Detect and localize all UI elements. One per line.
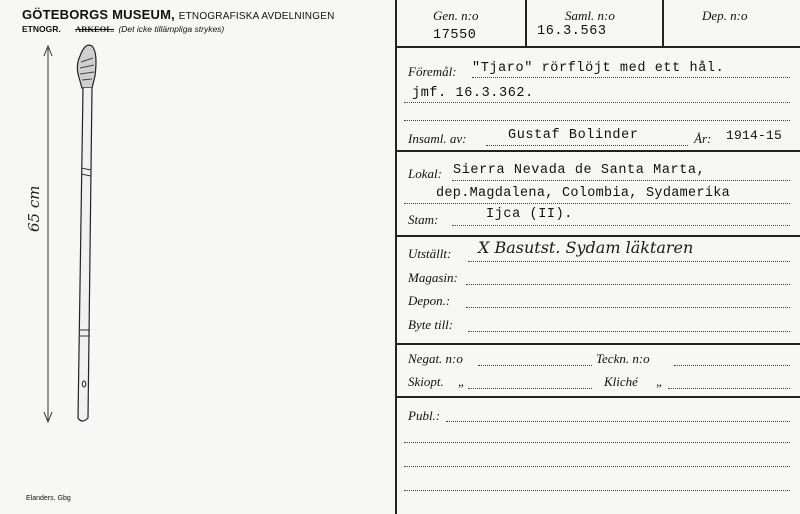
lokal-line-2: dep.Magdalena, Colombia, Sydamerika [436,186,731,201]
foremal-line-1: "Tjaro" rörflöjt med ett hål. [472,61,725,76]
museum-header [22,7,335,22]
foremal-dotline-1 [472,77,790,78]
publ-label: Publ.: [408,408,441,423]
skiopt-ditto: „ [458,374,466,389]
card-rule-1 [395,46,800,48]
publ-dotline-2 [404,442,790,443]
insaml-label: Insaml. av: [408,131,467,146]
negat-dotline [478,365,592,366]
printer-credit: Elanders, Gbg [26,495,71,502]
byte-till-dotline [468,331,790,332]
foremal-dotline-2 [404,102,790,103]
lokal-label: Lokal: [408,166,442,181]
card-divider-1 [525,0,527,46]
strike-note: (Det icke tillämpliga strykes) [118,24,225,34]
card-rule-3 [395,235,800,237]
depon-label: Depon.: [408,293,451,308]
kliche-label: Kliché [604,374,638,389]
stam-value: Ijca (II). [486,207,574,222]
flute-sketch [20,38,120,433]
insaml-dotline [486,145,688,146]
card-rule-5 [395,396,800,398]
utstallt-dotline [468,261,790,262]
magasin-dotline [466,284,790,285]
saml-number-value: 16.3.563 [537,24,607,39]
lokal-line-1: Sierra Nevada de Santa Marta, [453,163,706,178]
ar-value: 1914-15 [726,128,783,143]
teckn-dotline [674,365,790,366]
negat-label: Negat. n:o [408,351,463,366]
gen-number-label: Gen. n:o [433,8,479,23]
byte-till-label: Byte till: [408,317,454,332]
card-rule-4 [395,343,800,345]
skiopt-label: Skiopt. [408,374,444,389]
card-left-rule [395,0,397,514]
foremal-line-2: jmf. 16.3.362. [412,86,534,101]
museum-name: GÖTEBORGS MUSEUM, [22,7,175,22]
utstallt-label: Utställt: [408,246,452,261]
department-name: ETNOGRAFISKA AVDELNINGEN [178,11,335,22]
teckn-label: Teckn. n:o [596,351,650,366]
lokal-dotline-2 [404,203,790,204]
magasin-label: Magasin: [408,270,458,285]
card-divider-2 [662,0,664,46]
stam-dotline [452,225,790,226]
insaml-value: Gustaf Bolinder [508,128,639,143]
catalogue-subheader [22,24,224,34]
ar-label: År: [694,131,712,146]
publ-dotline-4 [404,490,790,491]
foremal-label: Föremål: [408,64,457,79]
section-arkeol-struck: ARKEOL. [75,24,115,34]
kliche-ditto: „ [656,374,664,389]
gen-number-value: 17550 [433,28,477,43]
publ-dotline-3 [404,466,790,467]
card-rule-2 [395,150,800,152]
saml-number-label: Saml. n:o [565,8,615,23]
stam-label: Stam: [408,212,439,227]
section-etnogr: ETNOGR. [22,24,61,34]
foremal-dotline-3 [404,120,790,121]
kliche-dotline [668,388,790,389]
depon-dotline [466,307,790,308]
measurement-annotation: 65 cm [25,185,43,232]
dep-number-label: Dep. n:o [702,8,748,23]
lokal-dotline-1 [452,180,790,181]
skiopt-dotline [468,388,592,389]
utstallt-handwritten: X Basutst. Sydam läktaren [478,238,694,257]
publ-dotline-1 [446,421,790,422]
